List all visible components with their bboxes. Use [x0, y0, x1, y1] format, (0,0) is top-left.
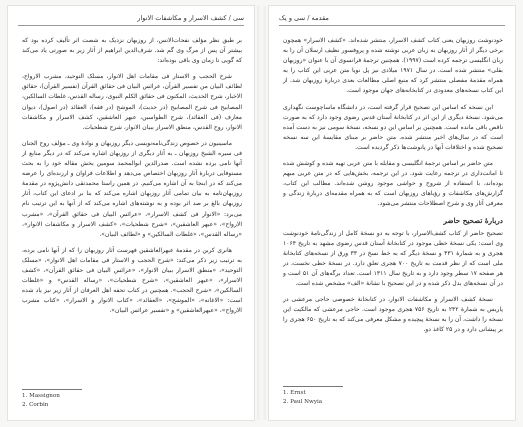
paragraph: بر طبق نظر مؤلف نفحات‌الانس، از روزبهان نزدیک به شصت اثر تألیف کرده بود که بیشتر آن پس از مرگ وی گم شد. شرف‌الدین ابراهیم از آثار زیر به صورتی یاد می‌کند که گویی تا زمان وی باقی بوده‌اند: — [22, 37, 242, 65]
left-body-text — [22, 36, 242, 322]
paragraph: ماسینیون در خصوص زندگی‌نامه‌نویسی دیگر روزبهان و نوادهٔ وی ـ مؤلف روح الجنان فی سیره الشیخ روزبهان ـ به آثار دیگری از روزبهان اشاره می‌کند که در دیگر منابع از آنها نامی برده نشده است. صدرالدین ابوالمحمد سومین بخش مقاله خود را به بحث مستوفایی دربارهٔ آثار روزبهان اختصاص می‌دهد و اطلاعات فراوان و ارزنده‌ای را عرضه می‌کند که در اینجا به آن اشاره می‌کنیم. در همین راستا محمدتقی دانش‌پژوه در مقدمهٔ روزبهان‌نامه به بیان تمامی آثار روزبهان اشاره می‌کند که بنا بر ادعای این کتاب، آثار روزبهان بالغ بر صد اثر بوده و به نوشته‌های اشاره می‌کند که از آنها به این ترتیب نام می‌برد: «الانوار فی کشف الاسرار»، «عرائس البیان فی حقائق القرآن»، «مشرب الارواح»، «عبهر العاشقین»، «شرح شطحیات»، «کشف الاسرار و مکاشفات الانوار»، «رساله القدس»، «غلطات السالکین» و «لطائف البیان». — [22, 139, 242, 238]
right-running-header: مقدمه / سی و یک — [279, 14, 329, 22]
book-gutter — [257, 6, 266, 420]
right-footnotes — [283, 389, 503, 407]
paragraph: خودنوشت روزبهان یعنی کتاب کشف الاسرار، منتشر شده‌اند. «کشف الاسرار» همچون برخی دیگر از آثار روزبهان به زبان عربی نوشته شده و پروفسور نظیف ارسلان آن را به زبان انگلیسی ترجمه کرده است (۱۹۹۷). همچنین ترجمهٔ فرانسوی آن با عنوان «روزبهان بقلی» منتشر شده است. در سال ۱۹۷۱ میلادی نیز پل نویا متن عربی این کتاب را به همراه مقدمهٔ مفصلی منتشر کرد که منبع اصلی مطالعات بعدی دربارهٔ روزبهان شد. از این کتاب نسخه‌های معدودی در کتابخانه‌های جهان موجود است. — [283, 37, 504, 95]
paragraph: شرح الحجب و الاستار فی مقامات اهل الانوار، مسلک التوحید، مشرب الارواح، لطائف البیان من تفسیر القرآن، عرائس البیان فی حقائق القرآن (تفسیر القرآن)، حقائق الاخبار، شرح الحدیث، المکنون فی حقائق الکلم النبوی، رساله القدس، غلطات السالکین، المصابیح فی شرح المصابیح (در حدیث)، الموشح (در فقه)، العقائد (در اصول)، دیوان معارف (فی العقائد)، شرح الطواسین، عبهر العاشقین، کشف الاسرار و مکاشفات الانوار، روح القدس، منطق الاسرار ببیان الانوار، شرح شطحیات. — [22, 73, 242, 131]
paragraph: هانری کربن در مقدمهٔ عبهرالعاشقین فهرست آثار روزبهان را که از آنها نامی برده، به ترتیب زیر ذکر می‌کند: «شرح الحجب و الاستار فی مقامات اهل الانوار»، «مسلک التوحید»، «منطق الاسرار ببیان الانوار»، «عرائس البیان فی حقائق القرآن»، «کشف الاسرار»، «عبهر العاشقین»، «شرح شطحیات»، «رساله القدس» و «غلطات السالکین»، «شرح الحجب». همچنین در کتاب تحفه اهل العرفان از آثار زیر نیز یاد شده است: «الاغانه»، «الموشح»، «العقائد»، «کتاب الانوار و الاسرار»، «کتاب مشرب الارواح»، «عبهرالعاشقین» و «تفسیر عرائس البیان». — [22, 246, 242, 315]
right-page — [269, 6, 515, 420]
paragraph: تصحیح حاضر از کتاب کشف‌الاسرار، با توجه به دو نسخهٔ کامل از زندگی‌نامهٔ خودنوشت وی است: یکی نسخهٔ خطی موجود در کتابخانهٔ آستان قدس رضوی مشهد به تاریخ ۱۰۶۴ هجری و به شمارهٔ ۴۳۱ و نسخهٔ دیگر که به خط نسخ در ۳۳ ورق از نسخه‌های کتابخانهٔ ملی است که از نظر قدمت به تاریخ ۷۰۰ هجری تعلق دارد. در نسخهٔ خطی نخست، در هر صفحه ۱۷ سطر وجود دارد و به تاریخ سال ۱۳۱۱ است. تعداد برگه‌های آن ۵۱ است و در آن نسخه‌های بدل ذکر شده و در این تصحیح با نشانهٔ «الف» مشخص شده است. — [283, 229, 504, 288]
footnote: 2. Corbin — [22, 402, 49, 408]
left-footnotes — [22, 392, 242, 410]
right-footnote-rule — [283, 386, 343, 387]
left-running-header: سی / کشف الاسرار و مکاشفات الانوار — [137, 14, 244, 22]
paragraph: نسخهٔ کشف الاسرار و مکاشفات الانوار، در کتابخانهٔ خصوصی حاجی مرعشی در پاریس به شمارهٔ ۲۴۲ به تاریخ ۷۵۶ هجری موجود است. حاجی مرعشی که مالکیت این نسخه را داشت، آن را به نسخهٔ پیچیده و مشکل معرفی می‌کند که به تاریخ ۶۵۰ هجری را بر پیشانی دارد و در ۲۵ کاغذ دو. — [283, 296, 504, 334]
right-header-rule — [279, 25, 505, 26]
footnote: 1. Massignon — [22, 393, 60, 399]
footnote: 1. Ernst — [283, 390, 306, 396]
paragraph: این نسخه که اساس این تصحیح قرار گرفته است، در دانشگاه ماساچوست نگهداری می‌شود. نسخهٔ دیگری از این اثر در کتابخانهٔ آستان قدس رضوی وجود دارد که به صورت ناقص باقی مانده است. همچنین بر اساس این دو نسخه، نسخهٔ سومی نیز به دست آمده است که در سال‌های اخیر منتشر شده. متن حاضر بر مبنای مقایسهٔ این سه نسخه تصحیح شده و اختلافات آنها در پانوشت‌ها ذکر گردیده است. — [283, 103, 503, 151]
left-header-rule — [18, 25, 244, 26]
footnote: 2. Paul Nwyia — [283, 399, 323, 405]
section-heading: دربارهٔ تصحیح حاضر — [443, 215, 503, 225]
right-body-text — [283, 36, 503, 342]
left-footnote-rule — [22, 389, 82, 390]
left-page — [8, 6, 254, 420]
paragraph: متن حاضر بر اساس ترجمهٔ انگلیسی و مقابله با متن عربی تهیه شده و کوشش شده تا امانت‌داری در ترجمه رعایت شود. در این ترجمه، بخش‌هایی که در متن عربی مبهم بوده‌اند، با استفاده از شروح و حواشی موجود روشن شده‌اند. مطالب این کتاب، گزارش‌های مکاشفات و رؤیاهای روزبهان است که به همراه مقدمه‌ای دربارهٔ زندگی و معرفی آثار وی و شرح اصطلاحات منتشر می‌شود. — [283, 160, 503, 208]
